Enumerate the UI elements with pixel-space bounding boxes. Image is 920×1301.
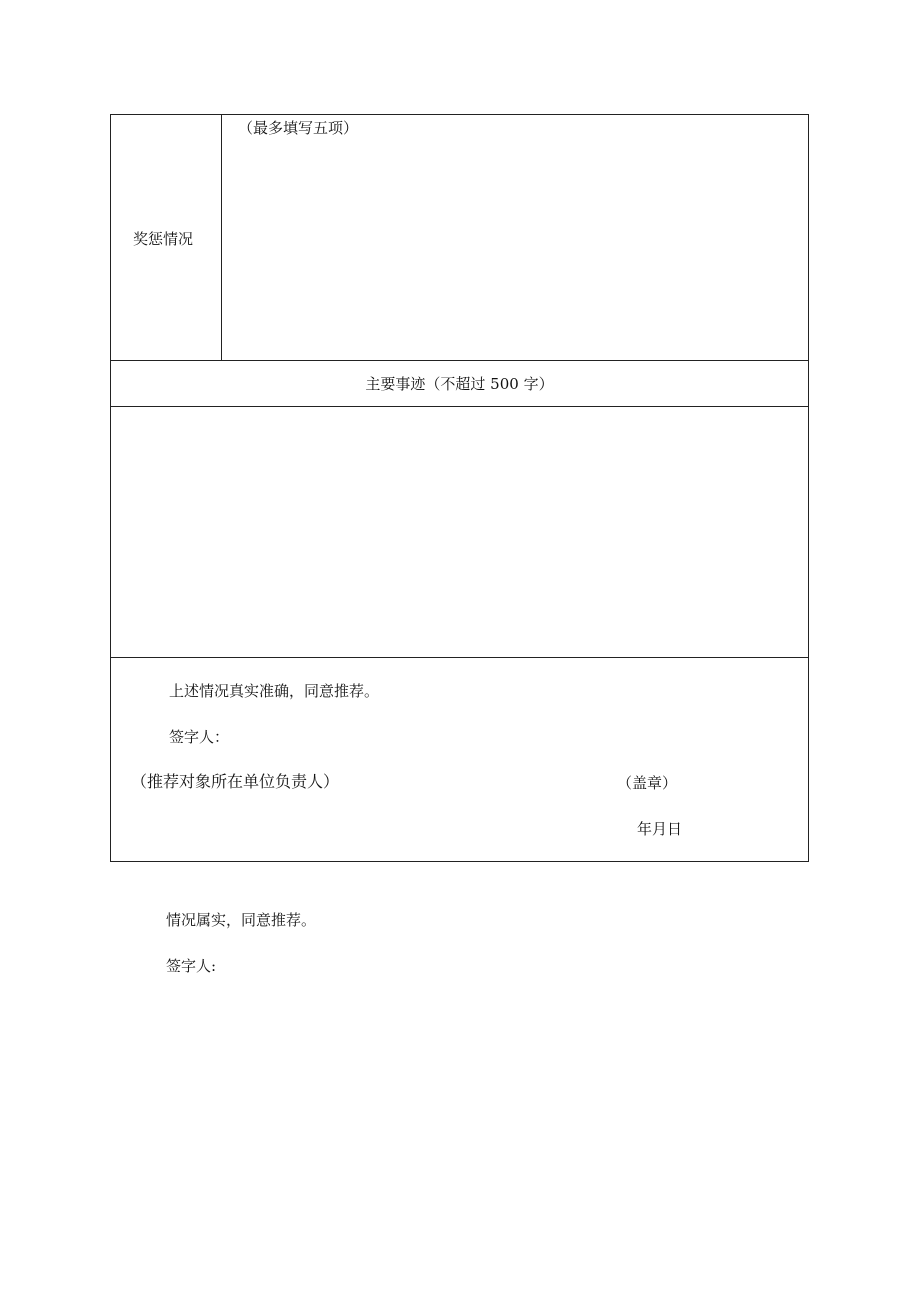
date-label: 年月日 bbox=[637, 820, 683, 838]
nomination-form-table bbox=[110, 114, 809, 862]
awards-label: 奖惩情况 bbox=[133, 230, 194, 248]
unit-signer-label: 签字人： bbox=[169, 728, 230, 746]
row-divider-awards bbox=[111, 360, 808, 361]
row-divider-deeds-content bbox=[111, 657, 808, 658]
awards-hint: （最多填写五项） bbox=[238, 119, 359, 137]
secondary-confirmation-statement: 情况属实，同意推荐。 bbox=[166, 911, 317, 929]
awards-input-area[interactable] bbox=[222, 141, 808, 359]
main-deeds-header: 主要事迹（不超过 500 字） bbox=[365, 375, 554, 393]
secondary-signer-label: 签字人: bbox=[166, 957, 217, 975]
unit-confirmation-statement: 上述情况真实准确，同意推荐。 bbox=[169, 682, 380, 700]
unit-signer-role: （推荐对象所在单位负责人） bbox=[131, 772, 340, 791]
main-deeds-input-area[interactable] bbox=[111, 407, 808, 656]
seal-label: （盖章） bbox=[617, 774, 678, 792]
